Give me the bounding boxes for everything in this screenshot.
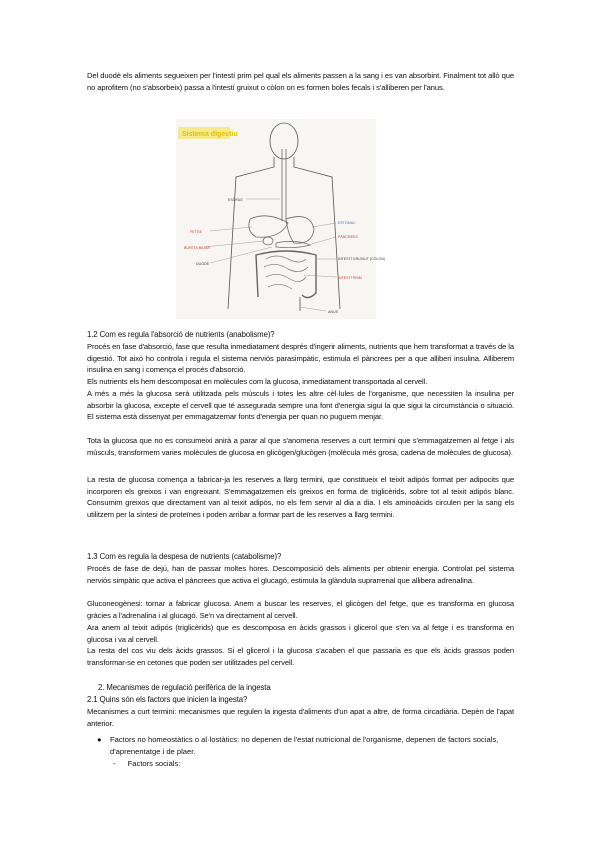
paragraph-absorption-phase: Procés en fase d'absorció, fase que resulta inmediatament després d'ingerir aliments, nutrients que hem transformat a través de la digestió. Tot això ho controla i regula el sistema nerviós parasimpàtic, estimula el pàncrees per a que alliberi insulina. Alliberem insulina en sang i comença el procés d'absorció. bbox=[87, 342, 514, 375]
label-anus: ANUS bbox=[328, 310, 338, 314]
paragraph-intestine: Del duodè els aliments segueixen per l'intestí prim pel qual els aliments passen a la sang i es van absorbint. Finalment tot allò que no aprofitem (no s'absorbeix) passa a l'intestí gruixut o còlon on es formen boles fecals i s'alliberen per l'anus. bbox=[87, 71, 514, 92]
heading-catabolism: 1.3 Com es regula la despesa de nutrients (catabolisme)? bbox=[87, 552, 282, 561]
heading-anabolism: 1.2 Com es regula l'absorció de nutrients (anabolisme)? bbox=[87, 330, 275, 339]
label-pancreas: PÀNCREES bbox=[338, 235, 358, 239]
dash-icon: - bbox=[113, 759, 116, 768]
bullet-text-non-homeostatic: Factors no homeostàtics o al·lostàtics: no depenen de l'estat nutricional de l'organisme, depenen de factors socials, d'aprenentatge i de plaer. bbox=[110, 735, 499, 756]
paragraph-adipose-tissue: Ara anem al teixit adipós (triglicèrids) que es descomposa en àcids grassos i glicerol que s'en va al fetge i es transforma en glucosa i va al cervell. bbox=[87, 623, 514, 644]
label-esophagus: ESÒFAG bbox=[228, 198, 243, 202]
label-gallbladder: BUFETA BILIAR bbox=[184, 246, 211, 250]
bullet-icon: ● bbox=[97, 735, 102, 744]
dash-text-social-factors: Factors socials: bbox=[127, 759, 181, 768]
label-large-intestine: INTESTÍ GRUIXUT (CÒLON) bbox=[338, 257, 386, 261]
label-duodenum: DUODÈ bbox=[196, 262, 209, 266]
label-small-intestine: INTESTÍ PRIM bbox=[338, 276, 362, 280]
list-item bbox=[97, 734, 514, 758]
paragraph-nutrients: Els nutrients els hem descomposat en molècules com la glucosa, inmediatament transportada al cervell. bbox=[87, 377, 428, 386]
paragraph-long-term-reserves: La resta de glucosa comença a fabricar-ja les reserves a llarg termini, que constitueix el teixit adipós format per adipocits que incorporen els greixos i van engreixant. S'emmagatzemen els greixos en forma de triglicèrids, sobre tot al teixit adipós blanc. Consumim greixos que directament van al teixit adipós, no els fem servir al dia a dia. I els aminoàcids circulen per la sang els utilitzem per la síntesi de proteïnes i poden arribar a formar part de les reserves a llarg termini. bbox=[87, 475, 514, 519]
label-liver: FETGE bbox=[190, 230, 202, 234]
heading-initiating-factors: 2.1 Quins són els factors que inicien la ingesta? bbox=[87, 695, 248, 704]
paragraph-fasting-phase: Procés de fase de dejú, han de passar moltes hores. Descomposició dels aliments per obtenir energia. Controlat pel sistema nerviós simpàtic que activa el pàncrees que activa el glucagó, estimula la glàndula suprarrenal que allibera adrenalina. bbox=[87, 564, 514, 585]
label-stomach: ESTÒMAC bbox=[338, 221, 356, 225]
paragraph-fatty-acids: La resta del cos viu dels àcids grassos. Si el glicerol i la glucosa s'acaben el que passaria es que els àcids grassos poden transformar-se en cetones que poden ser utilitzades pel cervell. bbox=[87, 646, 514, 667]
paragraph-glucose-use: A més a més la glucosa serà utilitzada pels músculs i totes les altre cèl·lules de l'organisme, que necessiten la insulina per absorbir la glucosa, excepte el cervell que té assegurada sempre una font d'energia sigui la que sigui la circumstància o situació. El sistema està dissenyat per emmagatzemar fonts d'energia per quan no puguem menjar. bbox=[87, 389, 514, 422]
list-item bbox=[113, 758, 493, 770]
digestive-system-figure bbox=[176, 119, 386, 319]
figure-title: Sistema digestiu bbox=[182, 131, 238, 138]
heading-peripheral-regulation: 2. Mecanismes de regulació perifèrica de la ingesta bbox=[98, 683, 271, 692]
paragraph-short-term-mechanisms: Mecanismes a curt termini: mecanismes que regulen la ingesta d'aliments d'un apat a altre, de forma circadiària. Depèn de l'apat anterior. bbox=[87, 707, 514, 728]
paragraph-short-term-reserves: Tota la glucosa que no es consumeixi anirà a parar al que s'anomena reserves a curt termini que s'emmagatzemen al fetge i als músculs, transformem varies molècules de glucosa en glicògen/glucògen (molècula més grosa, cadena de molècules de glucosa). bbox=[87, 436, 514, 457]
paragraph-gluconeogenesis: Gluconeogènesi: tornar a fabricar glucosa. Anem a buscar les reserves, el glicògen del fetge, que es transforma en glucosa gràcies a l'adrenalina i al glucagó. Se'n va directament al cervell. bbox=[87, 599, 514, 620]
